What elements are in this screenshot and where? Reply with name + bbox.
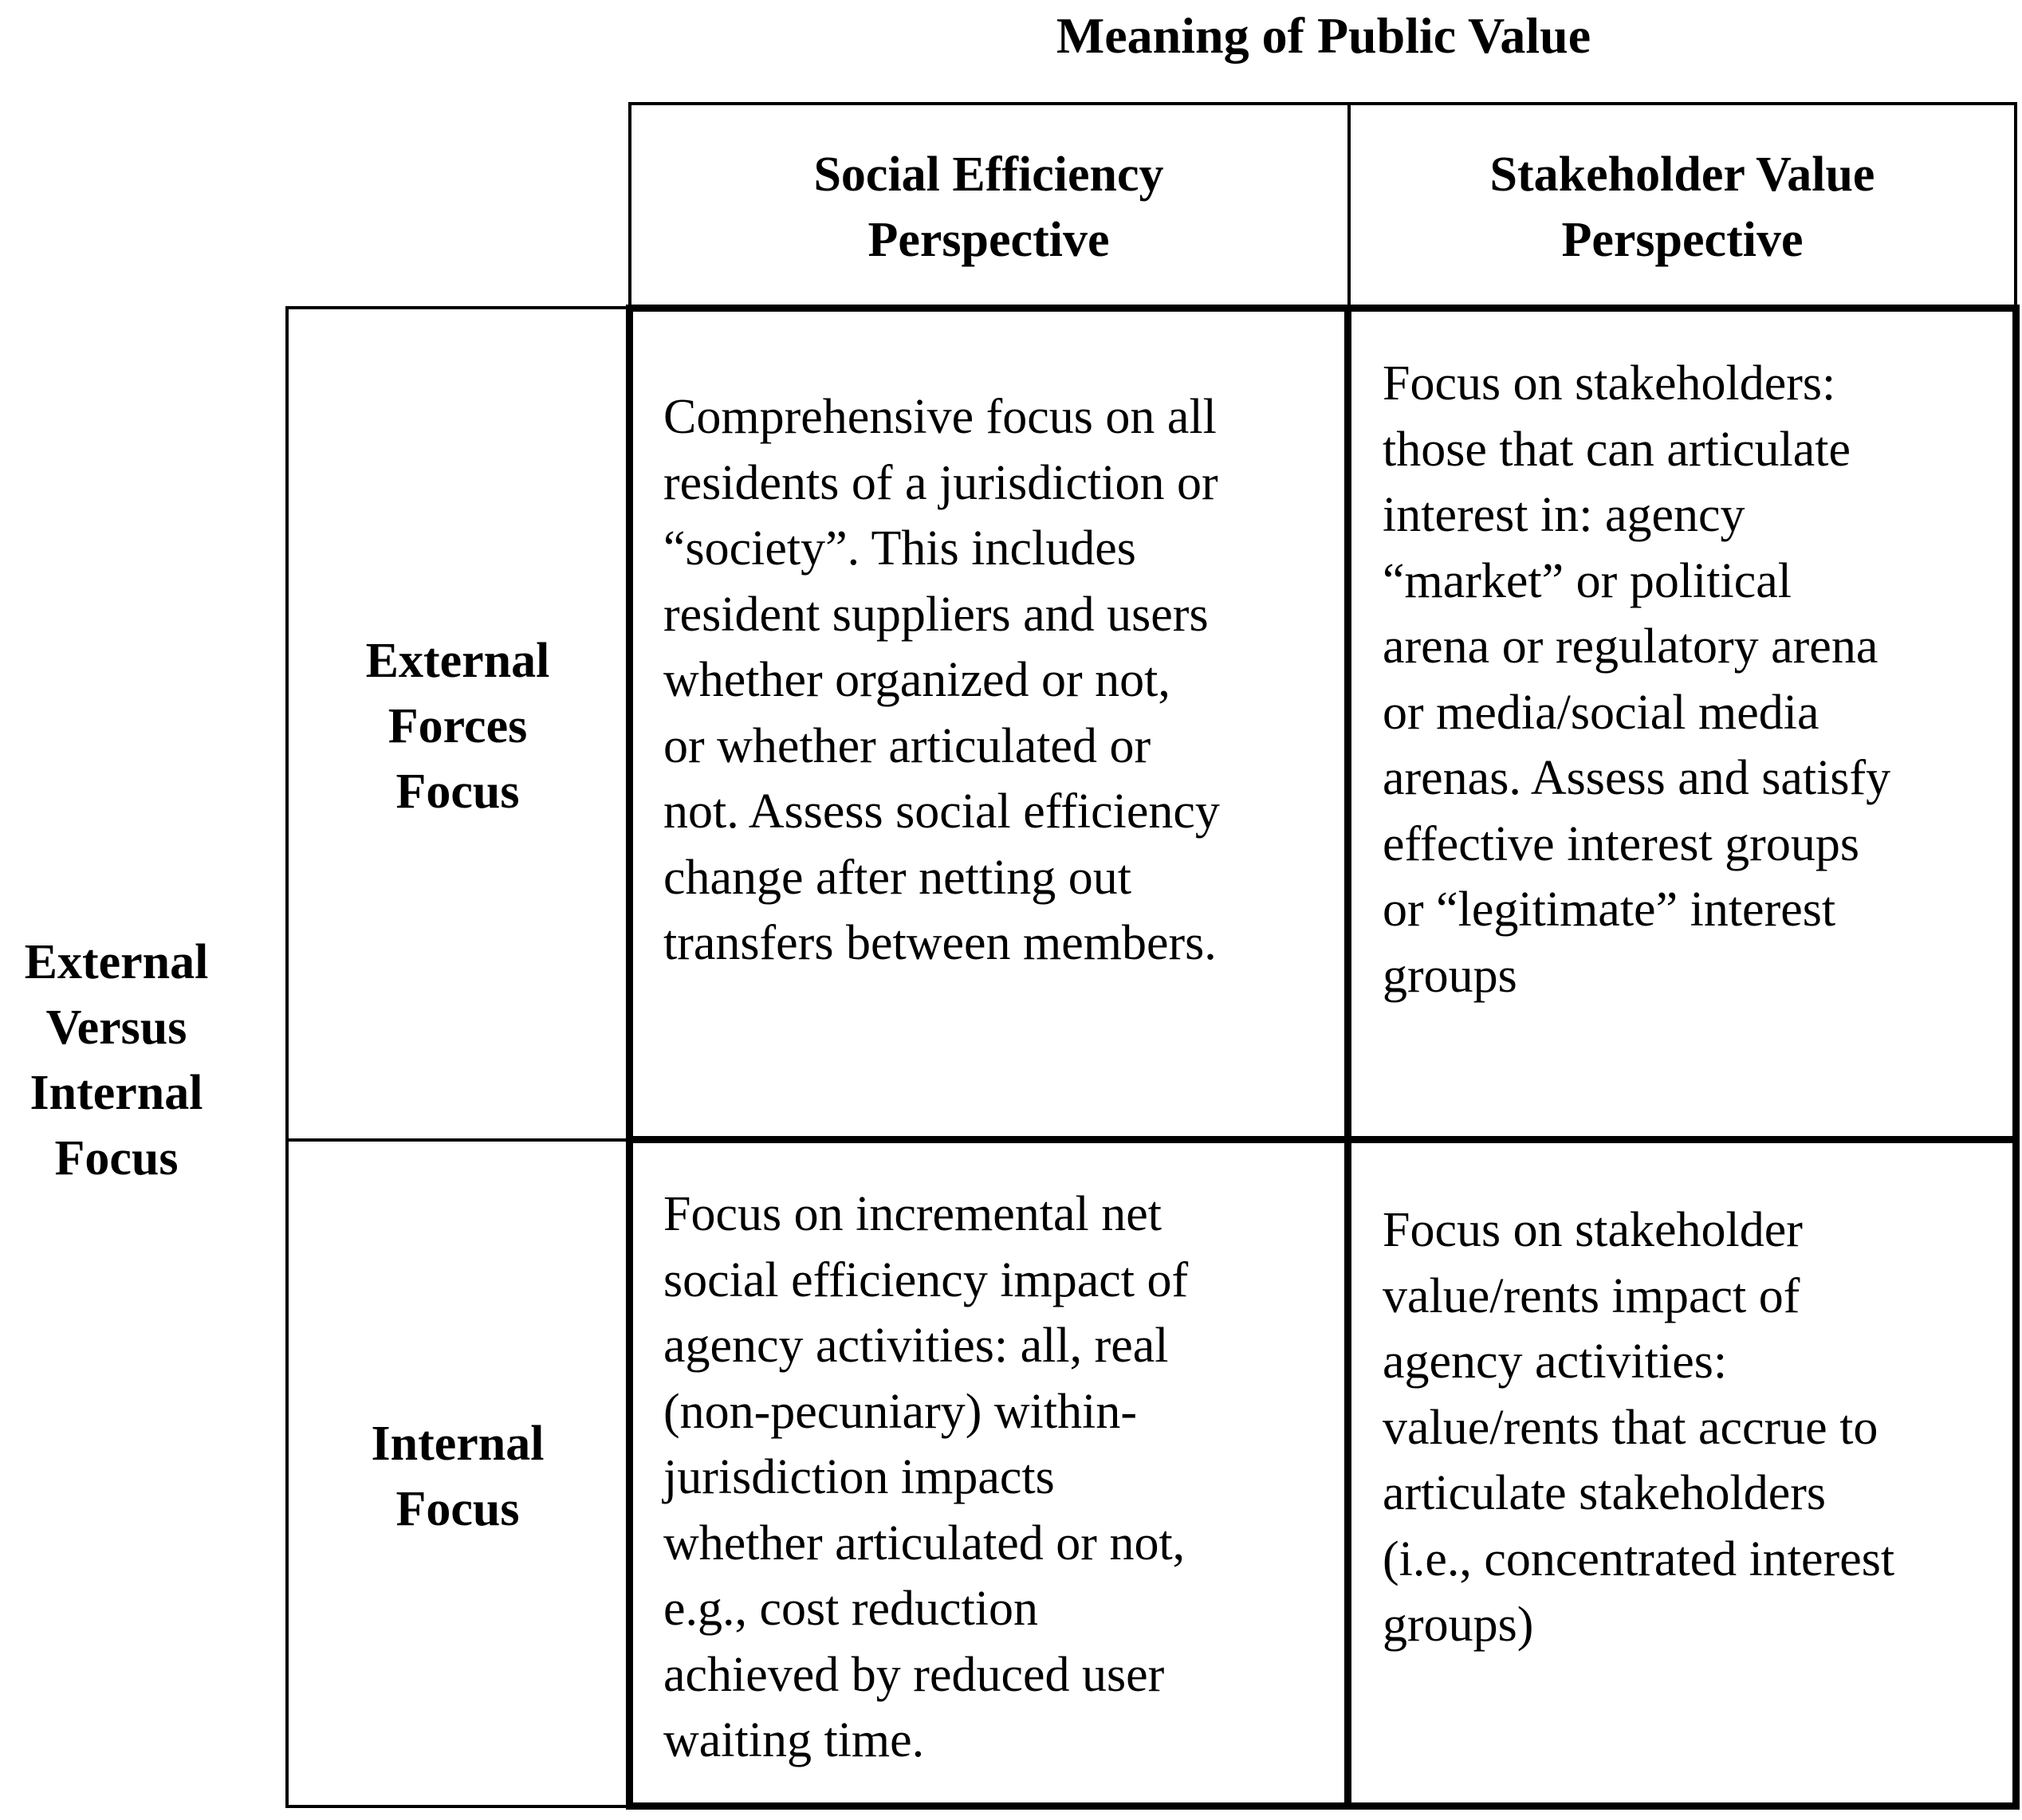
- grid-left-line: [626, 305, 633, 1810]
- heading-line: Focus: [395, 765, 520, 819]
- axis-title-line: Internal: [30, 1066, 203, 1120]
- cell-text-line: Focus on incremental net: [663, 1187, 1162, 1241]
- heading-line: Perspective: [867, 213, 1110, 267]
- cell-text-line: residents of a jurisdiction or: [663, 455, 1218, 510]
- cell-text-line: value/rents that accrue to: [1383, 1400, 1878, 1455]
- cell-text-line: social efficiency impact of: [663, 1252, 1189, 1307]
- grid-mid-vertical-line: [1344, 305, 1351, 1810]
- row-heading-external-forces-focus: [289, 628, 627, 824]
- cell-text-line: e.g., cost reduction: [663, 1582, 1039, 1636]
- cell-text-line: interest in: agency: [1383, 488, 1745, 542]
- cell-text-line: groups: [1383, 948, 1517, 1003]
- cell-text-line: arenas. Assess and satisfy: [1383, 751, 1891, 805]
- cell-text-line: waiting time.: [663, 1713, 925, 1767]
- heading-line: Forces: [387, 699, 528, 753]
- row-header-bottom-line: [285, 1805, 630, 1808]
- heading-line: Focus: [395, 1482, 520, 1536]
- heading-line: Stakeholder Value: [1489, 147, 1875, 202]
- column-heading-social-efficiency: [633, 142, 1344, 273]
- cell-text-line: (non-pecuniary) within-: [663, 1384, 1137, 1439]
- axis-title-line: Versus: [45, 1000, 187, 1055]
- heading-line: Perspective: [1561, 213, 1804, 267]
- heading-line: Social Efficiency: [813, 147, 1164, 202]
- heading-line: External: [365, 634, 550, 688]
- grid-top-line: [626, 305, 2020, 312]
- col-header-right-line: [2014, 102, 2017, 308]
- cell-text-line: effective interest groups: [1383, 816, 1859, 871]
- column-heading-stakeholder-value: [1351, 142, 2014, 273]
- cell-text-line: agency activities:: [1383, 1335, 1728, 1389]
- cell-text-line: achieved by reduced user: [663, 1647, 1165, 1702]
- cell-text-line: (i.e., concentrated interest: [1383, 1531, 1895, 1586]
- cell-text-line: jurisdiction impacts: [663, 1450, 1055, 1504]
- axis-title-line: External: [24, 935, 209, 989]
- row-heading-internal-focus: [289, 1411, 627, 1542]
- cell-text-line: “market” or political: [1383, 553, 1792, 608]
- col-header-top-line: [628, 102, 2017, 105]
- cell-text-line: or whether articulated or: [663, 718, 1151, 773]
- cell-text-line: those that can articulate: [1383, 422, 1851, 477]
- cell-text-line: whether articulated or not,: [663, 1515, 1186, 1570]
- row-header-top-line: [285, 306, 630, 309]
- cell-text-line: or media/social media: [1383, 685, 1819, 740]
- heading-line: Internal: [371, 1417, 545, 1471]
- cell-internal-social-efficiency: [663, 1181, 1341, 1774]
- cell-external-social-efficiency: [663, 384, 1341, 977]
- row-header-left-line: [285, 306, 289, 1808]
- cell-text-line: transfers between members.: [663, 916, 1217, 970]
- cell-text-line: Focus on stakeholders:: [1383, 356, 1836, 411]
- cell-text-line: Focus on stakeholder: [1383, 1203, 1803, 1257]
- row-header-mid-line: [285, 1138, 630, 1142]
- cell-external-stakeholder-value: [1383, 351, 2012, 1008]
- cell-text-line: not. Assess social efficiency: [663, 784, 1220, 839]
- cell-text-line: whether organized or not,: [663, 653, 1170, 707]
- axis-title-line: Focus: [54, 1131, 179, 1185]
- col-header-left-line: [628, 102, 631, 308]
- cell-text-line: resident suppliers and users: [663, 587, 1209, 642]
- grid-right-line: [2012, 305, 2020, 1810]
- grid-bottom-line: [626, 1802, 2020, 1810]
- cell-text-line: articulate stakeholders: [1383, 1466, 1827, 1520]
- grid-mid-horizontal-line: [626, 1136, 2020, 1143]
- left-axis-title: [0, 930, 233, 1191]
- top-axis-title: Meaning of Public Value: [1056, 7, 1591, 64]
- cell-text-line: value/rents impact of: [1383, 1268, 1800, 1323]
- cell-text-line: agency activities: all, real: [663, 1319, 1169, 1373]
- cell-text-line: change after netting out: [663, 850, 1132, 905]
- cell-text-line: or “legitimate” interest: [1383, 882, 1836, 937]
- cell-text-line: “society”. This includes: [663, 521, 1136, 576]
- cell-text-line: groups): [1383, 1598, 1534, 1652]
- cell-text-line: arena or regulatory arena: [1383, 619, 1878, 674]
- cell-internal-stakeholder-value: [1383, 1197, 2012, 1658]
- cell-text-line: Comprehensive focus on all: [663, 390, 1217, 444]
